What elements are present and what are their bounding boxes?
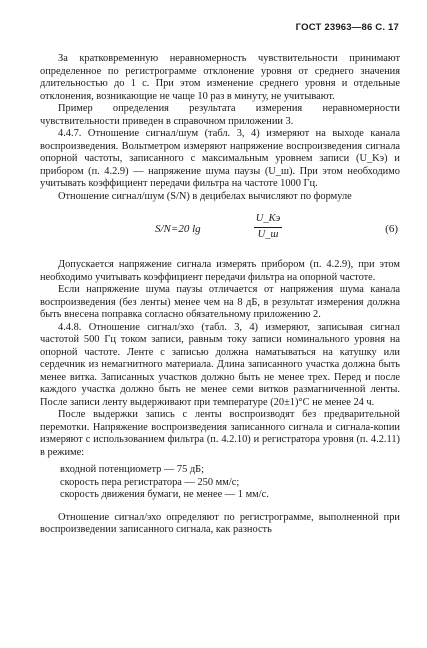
page-body	[40, 53, 400, 537]
mode-list	[60, 464, 400, 502]
page-header: ГОСТ 23963—86 С. 17	[295, 22, 399, 33]
paragraph: 4.4.8. Отношение сигнал/эхо (табл. 3, 4) измеряют, записывая сигнал частотой 500 Гц током записи, равным току записи номинального уровня на опорной частоте. Ленте с записью должна наматываться на катушку или сердечник из немагнитного материала. Длина записанного участка должна быть менее витка. Записанных участков должно быть не менее трех. Перед и после каждого участка должно быть не менее семи витков размагниченной ленты. После записи ленту выдерживают при температуре (20±1)°С не менее 24 ч.	[40, 321, 400, 408]
formula-6	[40, 213, 400, 249]
list-item: скорость движения бумаги, не менее — 1 мм/с.	[60, 489, 269, 500]
formula-lhs: S/N=20 lg	[155, 223, 201, 235]
list-item: входной потенциометр — 75 дБ;	[60, 464, 205, 475]
formula-denominator: U_ш	[257, 228, 279, 240]
paragraph: За кратковременную неравномерность чувствительности принимают определенное по регистрограмме отклонение уровня от среднего значения длительностью до 1 с. При этом изменение среднего уровня и отдельные отклонения, возникающие не чаще 10 раз в минуту, не учитывают.	[40, 53, 400, 102]
paragraph: Допускается напряжение сигнала измерять прибором (п. 4.2.9), при этом необходимо учитывать коэффициент передачи фильтра на опорной частоте.	[40, 259, 400, 283]
formula-fraction	[254, 213, 282, 241]
list-item: скорость пера регистратора — 250 мм/с;	[60, 476, 240, 488]
paragraph: Если напряжение шума паузы отличается от напряжения шума канала воспроизведения (без ленты) менее чем на 8 дБ, в результат измерения должна быть внесена поправка согласно обязательному приложению 2.	[40, 284, 400, 320]
paragraph: Отношение сигнал/эхо определяют по регистрограмме, выполненной при воспроизведении записанного сигнала, как разность	[40, 511, 400, 535]
formula-number: (6)	[385, 223, 398, 235]
paragraph: После выдержки запись с ленты воспроизводят без предварительной перемотки. Напряжение воспроизведения записанного сигнала и сигнала-копии измеряют с использованием фильтра (п. 4.2.10) и регистратора уровня (п. 4.2.11) в режиме:	[40, 409, 400, 458]
paragraph: 4.4.7. Отношение сигнал/шум (табл. 3, 4) измеряют на выходе канала воспроизведения. Вольтметром измеряют напряжение воспроизведения сигнала опорной частоты, записанного с максимальным уровнем записи (U_Kэ) и прибором (п. 4.2.9) — напряжение шума паузы (U_ш). При этом необходимо учитывать коэффициент передачи фильтра на частоте 1000 Гц.	[40, 128, 400, 189]
paragraph: Отношение сигнал/шум (S/N) в децибелах вычисляют по формуле	[58, 190, 352, 202]
formula-numerator: U_Kэ	[254, 213, 282, 228]
paragraph: Пример определения результата измерения неравномерности чувствительности приведен в справочном приложении 3.	[40, 103, 400, 127]
